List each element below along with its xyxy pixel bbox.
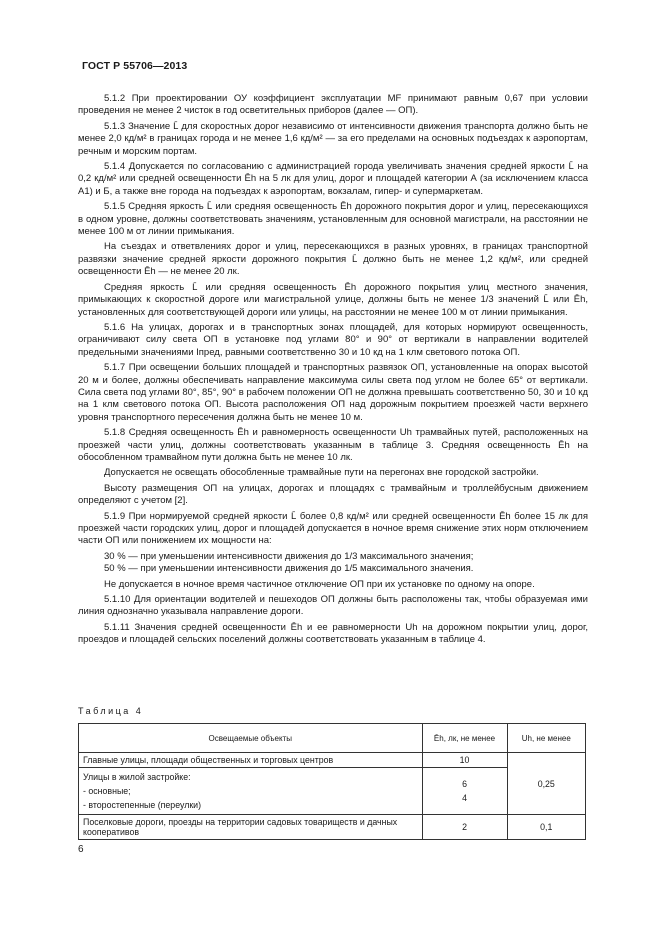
paragraph-5-1-2: 5.1.2 При проектировании ОУ коэффициент эксплуатации MF принимают равным 0,67 при условии проведения не менее 2 чисток в год осветительных приборов (далее — ОП).	[78, 93, 588, 117]
table-header-row	[79, 724, 586, 753]
header-uh: Uh, не менее	[507, 724, 585, 753]
row-object-line: - основные;	[83, 786, 131, 796]
paragraph-5-1-9: 5.1.9 При нормируемой средней яркости L̄ более 0,8 кд/м² или средней освещенности Ēh более 15 лк для проезжей части городских улиц, дорог и площадей допускается в ночное время снижение этих норм отключением части ОП или понижением их мощности на:	[78, 510, 588, 547]
table-caption: Таблица 4	[78, 706, 144, 716]
row-object: Поселковые дороги, проезды на территории садовых товариществ и дачных кооперативов	[79, 815, 423, 840]
paragraph-local-streets: Средняя яркость L̄ или средняя освещенность Ēh дорожного покрытия улиц местного значения, примыкающих к скоростной дороге или магистральной улице, должны быть не менее 1/3 значений L̄ или Ēh, установленных для соответствующей дороги или улицы, на расстоянии не менее 100 м от линии примыкания.	[78, 281, 588, 318]
paragraph-5-1-5: 5.1.5 Средняя яркость L̄ или средняя освещенность Ēh дорожного покрытия дорог и улиц, пересекающихся в одном уровне, должны соответствовать значениям, установленным для основной магистрали, на расстоянии не менее 100 м от линии примыкания.	[78, 201, 588, 238]
paragraph-5-1-10: 5.1.10 Для ориентации водителей и пешеходов ОП должны быть расположены так, чтобы образуемая ими линия однозначно указывала направление дороги.	[78, 594, 588, 618]
page-number: 6	[78, 844, 84, 855]
row-object-multiline	[79, 768, 423, 815]
row-uh-merged: 0,25	[507, 753, 585, 815]
paragraph-5-1-4: 5.1.4 Допускается по согласованию с администрацией города увеличивать значения средней яркости L̄ на 0,2 кд/м² или средней освещенности Ēh на 5 лк для улиц, дорог и площадей категории А (за исключением класса А1) и Б, а также вне города на подъездах к аэропортам, вокзалам, гипер- и супермаркетам.	[78, 161, 588, 197]
row-object: Главные улицы, площади общественных и торговых центров	[79, 753, 423, 768]
table-4	[78, 723, 586, 840]
document-header: ГОСТ Р 55706—2013	[82, 60, 188, 72]
paragraph-5-1-11: 5.1.11 Значения средней освещенности Ēh и ее равномерности Uh на дорожном покрытии улиц, дорог, проездов и площадей сельских поселений должны соответствовать указанным в таблице 4.	[78, 621, 588, 646]
row-eh-line: 6	[462, 779, 467, 789]
paragraph-5-1-3: 5.1.3 Значение L̄ для скоростных дорог независимо от интенсивности движения транспорта должно быть не менее 2,0 кд/м² в границах города и не менее 1,6 кд/м² — за его пределами на основных подъездах к аэропортам, речным и морским портам.	[78, 120, 588, 157]
list-item-30: 30 % — при уменьшении интенсивности движения до 1/3 максимального значения;	[104, 550, 474, 562]
list-item-50: 50 % — при уменьшении интенсивности движения до 1/5 максимального значения.	[104, 563, 474, 575]
row-eh: 10	[422, 753, 507, 768]
header-objects: Освещаемые объекты	[79, 724, 423, 753]
table-row	[79, 753, 586, 768]
row-eh-multiline	[422, 768, 507, 815]
row-object-line: - второстепенные (переулки)	[83, 800, 202, 810]
paragraph-tram-height: Высоту размещения ОП на улицах, дорогах и площадях с трамвайным и троллейбусным движением определяют с учетом [2].	[78, 482, 588, 507]
body-text	[78, 93, 588, 650]
paragraph-no-partial: Не допускается в ночное время частичное отключение ОП при их установке по одному на опоре.	[104, 578, 535, 590]
row-uh: 0,1	[507, 815, 585, 840]
paragraph-5-1-7: 5.1.7 При освещении больших площадей и транспортных развязок ОП, установленные на опорах высотой 20 м и более, должны обеспечивать направление максимума силы света под углом не более 65° от вертикали. Сила света под углами 80°, 85°, 90° в рабочем положении ОП не должна превышать соответственно 50, 30 и 10 кд на 1 клм светового потока ОП. Высота расположения ОП над дорожным покрытием проезжей части верхнего уровня транспортного пересечения должна быть не менее 10 м.	[78, 362, 588, 423]
paragraph-5-1-6: 5.1.6 На улицах, дорогах и в транспортных зонах площадей, для которых нормируют освещенность, ограничивают силу света ОП в установке под углами 80° и 90° от вертикали в направлении водителей предельными значениями Iпред, равными соответственно 30 и 10 кд на 1 клм светового потока ОП.	[78, 321, 588, 358]
header-eh: Ēh, лк, не менее	[422, 724, 507, 753]
table-row	[79, 815, 586, 840]
row-object-line: Улицы в жилой застройке:	[83, 772, 191, 782]
paragraph-5-1-8: 5.1.8 Средняя освещенность Ēh и равномерность освещенности Uh трамвайных путей, расположенных на проезжей части улиц, должны соответствовать указанным в таблице 3. Средняя освещенность Ēh на обособленном трамвайном пути должна быть не менее 10 лк.	[78, 427, 588, 463]
paragraph-interchange: На съездах и ответвлениях дорог и улиц, пересекающихся в разных уровнях, в границах транспортной развязки значение средней яркости дорожного покрытия L̄ должно быть не менее 1,2 кд/м², или средней освещенности Ēh — не менее 20 лк.	[78, 241, 588, 278]
row-eh-line: 4	[462, 793, 467, 803]
paragraph-tram-exception: Допускается не освещать обособленные трамвайные пути на перегонах вне городской застройки.	[104, 467, 539, 479]
row-eh: 2	[422, 815, 507, 840]
